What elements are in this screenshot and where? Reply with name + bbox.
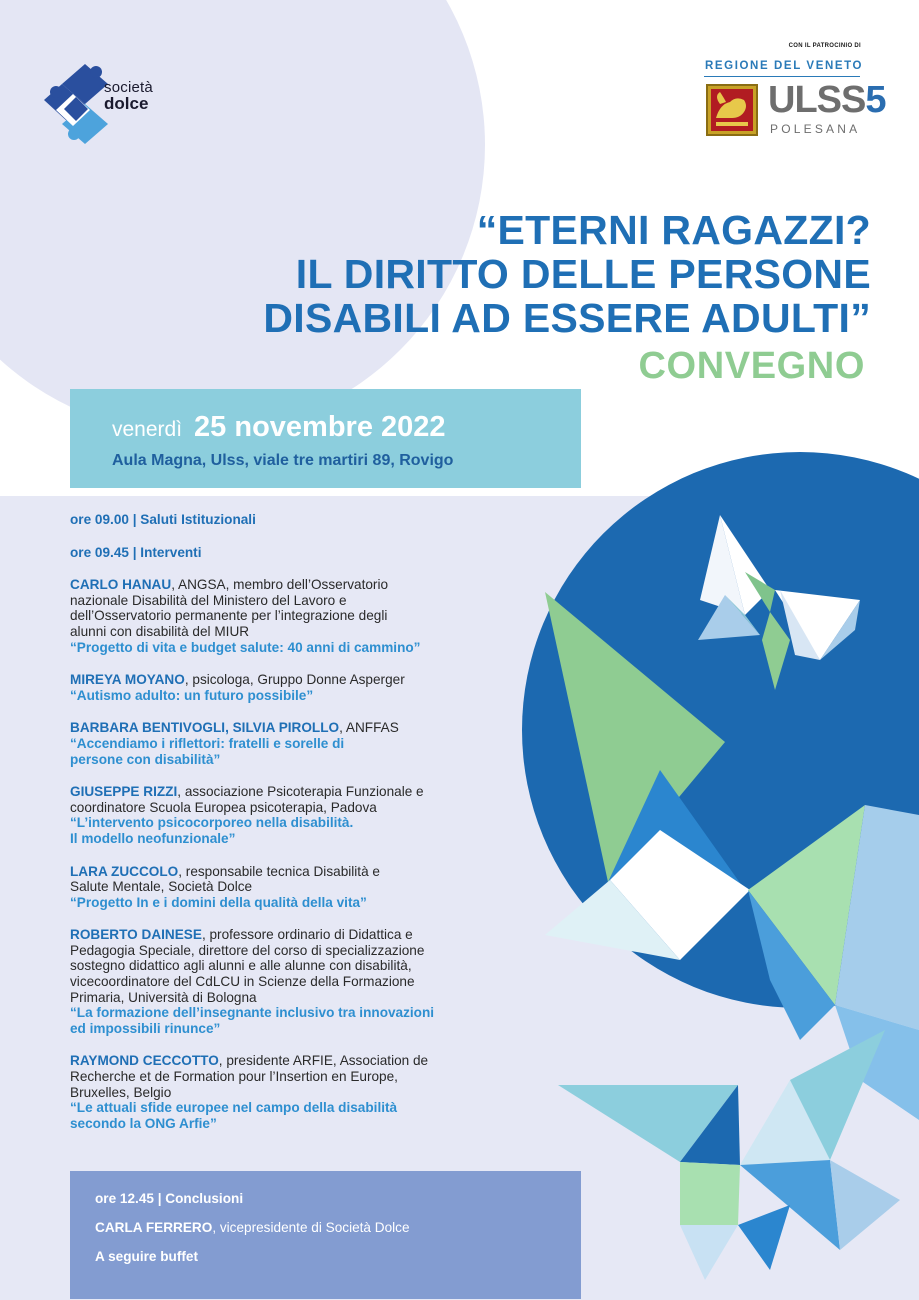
speaker-description: [70, 864, 540, 895]
speaker-name: BARBARA BENTIVOGLI, SILVIA PIROLLO: [70, 720, 340, 736]
event-place: Aula Magna, Ulss, viale tre martiri 89, Rovigo: [112, 452, 454, 469]
speaker-name: RAYMOND CECCOTTO: [70, 1053, 219, 1069]
speaker-first-line: [70, 927, 540, 943]
logo-line1: società: [104, 79, 153, 96]
speaker-description-line: sostegno didattico agli alunni e alle alunne con disabilità,: [70, 958, 412, 974]
speaker-name: MIREYA MOYANO: [70, 672, 185, 688]
speaker-description: [70, 720, 540, 736]
speaker-description-line: coordinatore Scuola Europea psicoterapia, Padova: [70, 799, 377, 815]
date-line: [112, 411, 446, 444]
speaker-item: [70, 672, 540, 703]
speaker-item: [70, 720, 540, 767]
speaker-description: [70, 672, 540, 688]
title-line2: IL DIRITTO DELLE PERSONE: [295, 251, 871, 297]
program-time-greetings: ore 09.00 | Saluti Istituzionali: [70, 512, 256, 527]
event-date: 25 novembre 2022: [194, 411, 446, 443]
logo-wordmark: [104, 80, 153, 112]
event-type: CONVEGNO: [638, 345, 865, 387]
speaker-item: [70, 577, 540, 655]
talk-title: [70, 1100, 540, 1131]
speaker-description-line: dell’Osservatorio permanente per l’integrazione degli: [70, 608, 388, 624]
conclusions-speaker-name: CARLA FERRERO: [95, 1220, 213, 1235]
speaker-item: [70, 1053, 540, 1131]
patronage-label: CON IL PATROCINIO DI: [788, 43, 861, 49]
speaker-role: , presidente ARFIE, Association de: [218, 1053, 429, 1069]
speaker-description-line: vicecoordinatore del CdLCU in Scienze della Formazione: [70, 974, 415, 990]
talk-title: [70, 736, 540, 767]
polesana-text: POLESANA: [770, 122, 861, 136]
date-box: [70, 389, 581, 488]
talk-title-line: persone con disabilità”: [70, 751, 221, 767]
ulss-word: ULSS: [768, 79, 866, 121]
speaker-item: [70, 784, 540, 846]
speaker-first-line: [70, 720, 540, 736]
talk-title-line: secondo la ONG Arfie”: [70, 1115, 217, 1131]
talk-title-line: “Progetto In e i domini della qualità della vita”: [70, 894, 367, 910]
speaker-role: , ANGSA, membro dell’Osservatorio: [171, 577, 389, 593]
talk-title: [70, 815, 540, 846]
talk-title-line: “Accendiamo i riflettori: fratelli e sorelle di: [70, 735, 345, 751]
speaker-description: [70, 1053, 540, 1100]
speaker-description-line: Bruxelles, Belgio: [70, 1084, 172, 1100]
talk-title-line: “Progetto di vita e budget salute: 40 anni di cammino”: [70, 639, 421, 655]
divider: [704, 76, 860, 77]
talk-title-line: “L’intervento psicocorporeo nella disabilità.: [70, 815, 354, 831]
speaker-description-line: nazionale Disabilità del Ministero del Lavoro e: [70, 592, 347, 608]
speaker-first-line: [70, 784, 540, 800]
talk-title-line: “Autismo adulto: un futuro possibile”: [70, 687, 314, 703]
title-line1: “ETERNI RAGAZZI?: [476, 207, 871, 253]
talk-title: [70, 1005, 540, 1036]
ulss-number: 5: [865, 79, 886, 121]
ulss-logo-text: [768, 80, 886, 120]
speaker-description: [70, 784, 540, 815]
speaker-first-line: [70, 1053, 540, 1069]
lion-of-st-mark-icon: [706, 84, 758, 136]
speaker-first-line: [70, 864, 540, 880]
conclusions-time: ore 12.45 | Conclusioni: [95, 1191, 244, 1206]
logo-line2: dolce: [104, 94, 149, 113]
speaker-description-line: Pedagogia Speciale, direttore del corso di specializzazione: [70, 942, 425, 958]
conclusions-box: [70, 1171, 581, 1299]
talk-title: [70, 640, 540, 656]
speaker-description-line: alunni con disabilità del MIUR: [70, 623, 250, 639]
conclusions-speaker: [95, 1220, 410, 1235]
speaker-role: , professore ordinario di Didattica e: [201, 927, 413, 943]
speaker-first-line: [70, 577, 540, 593]
speaker-role: , associazione Psicoterapia Funzionale e: [177, 784, 424, 800]
speaker-item: [70, 864, 540, 911]
buffet-note: A seguire buffet: [95, 1249, 198, 1264]
talk-title-line: Il modello neofunzionale”: [70, 830, 236, 846]
title-line3: DISABILI AD ESSERE ADULTI”: [263, 295, 871, 341]
speaker-name: CARLO HANAU: [70, 577, 172, 593]
speaker-description-line: Salute Mentale, Società Dolce: [70, 879, 253, 895]
program-time-talks: ore 09.45 | Interventi: [70, 544, 202, 560]
speakers-list: [70, 577, 540, 1131]
program: [70, 512, 540, 1148]
speaker-name: ROBERTO DAINESE: [70, 927, 202, 943]
talk-title-line: ed impossibili rinunce”: [70, 1020, 221, 1036]
speaker-role: , psicologa, Gruppo Donne Asperger: [184, 672, 405, 688]
speaker-description: [70, 927, 540, 1005]
speaker-first-line: [70, 672, 540, 688]
speaker-description-line: Recherche et de Formation pour l’Insertion en Europe,: [70, 1069, 398, 1085]
speaker-name: GIUSEPPE RIZZI: [70, 784, 178, 800]
regione-veneto-text: REGIONE DEL VENETO: [705, 60, 864, 72]
speaker-role: , ANFFAS: [339, 720, 399, 736]
speaker-description-line: Primaria, Università di Bologna: [70, 989, 257, 1005]
speaker-role: , responsabile tecnica Disabilità e: [178, 863, 380, 879]
event-day: venerdì: [112, 418, 183, 441]
talk-title: [70, 895, 540, 911]
speaker-description: [70, 577, 540, 639]
speaker-name: LARA ZUCCOLO: [70, 863, 179, 879]
talk-title-line: “Le attuali sfide europee nel campo della disabilità: [70, 1100, 398, 1116]
talk-title: [70, 688, 540, 704]
talk-title-line: “La formazione dell’insegnante inclusivo tra innovazioni: [70, 1005, 435, 1021]
page-title: [263, 208, 871, 340]
conclusions-speaker-role: , vicepresidente di Società Dolce: [212, 1220, 410, 1235]
speaker-item: [70, 927, 540, 1036]
